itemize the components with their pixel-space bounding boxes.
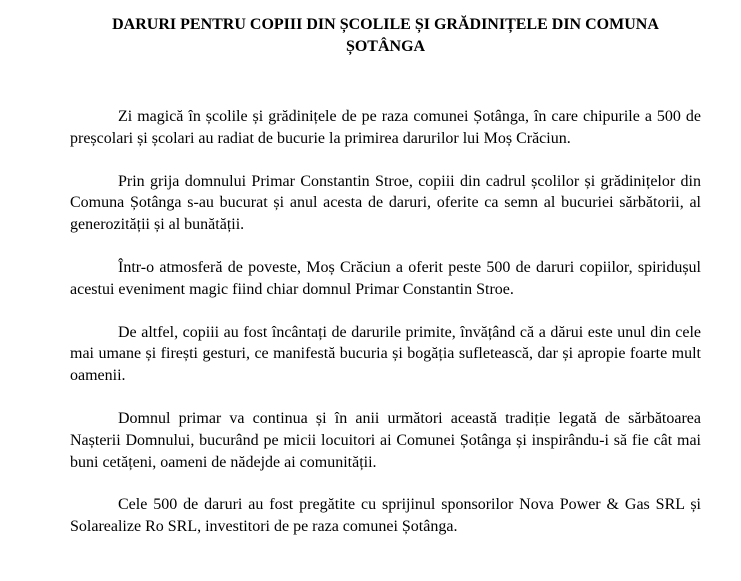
paragraph-1: Zi magică în școlile și grădinițele de pe raza comunei Șotânga, în care chipurile a 500 de preșcolari și școlari au radiat de bucurie la primirea darurilor lui Moș Crăciun. xyxy=(70,108,701,147)
paragraph-4: De altfel, copiii au fost încântați de darurile primite, învățând că a dărui este unul din cele mai umane și firești gesturi, ce manifestă bucuria și bogăția sufletească, dar și apropie foarte mult oamenii. xyxy=(70,323,701,385)
paragraph-5: Domnul primar va continua și în anii următori această tradiție legată de sărbătoarea Nașterii Domnului, bucurând pe micii locuitori ai Comunei Șotânga și inspirându-i să fie cât mai buni cetățeni, oameni de nădejde ai comunității. xyxy=(70,409,701,471)
document-body xyxy=(70,106,701,538)
paragraph-2: Prin grija domnului Primar Constantin Stroe, copiii din cadrul școlilor și grădinițelor din Comuna Șotânga s-au bucurat și anul acesta de daruri, oferite ca semn al bucuriei sărbătorii, al generozității și al bunătății. xyxy=(70,172,701,234)
paragraph-6: Cele 500 de daruri au fost pregătite cu sprijinul sponsorilor Nova Power & Gas SRL și Solarealize Ro SRL, investitori de pe raza comunei Șotânga. xyxy=(70,496,701,536)
document-title: DARURI PENTRU COPIII DIN ȘCOLILE ȘI GRĂDINIȚELE DIN COMUNA ȘOTÂNGA xyxy=(112,16,659,55)
paragraph-3: Într-o atmosferă de poveste, Moș Crăciun a oferit peste 500 de daruri copiilor, spiridușul acestui eveniment magic fiind chiar domnul Primar Constantin Stroe. xyxy=(70,258,701,298)
document-page xyxy=(70,14,701,538)
